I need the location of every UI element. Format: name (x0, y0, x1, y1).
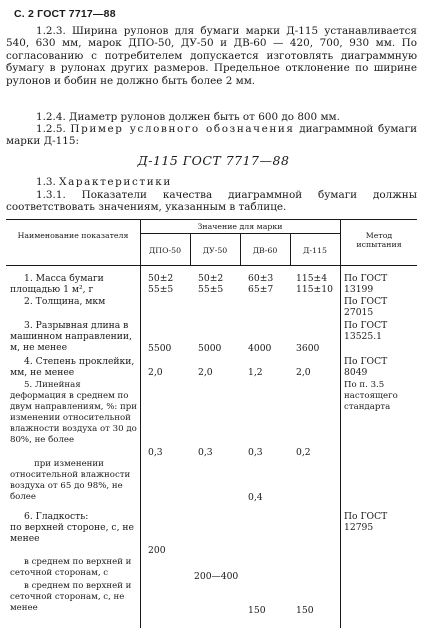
table-cell: 115±4 (296, 273, 328, 284)
paragraph-1-3-1: 1.3.1. Показатели качества диаграммной бумаги должны соответствовать значениям, указанным в таблице. (6, 189, 417, 214)
table-row-name: при изменении относительной влажности воздуха от 65 до 98%, не более (10, 459, 131, 502)
table-cell: 60±3 (248, 273, 274, 284)
table-method: По ГОСТ 12795 (344, 511, 388, 533)
quality-table (6, 219, 417, 628)
col-header-grade: ДВ-60 (252, 246, 278, 255)
table-row-name: 3. Разрывная длина в машинном направлении, м, не менее (10, 320, 132, 353)
col-header-group: Значение для марки (197, 222, 283, 231)
col-header-name: Наименование показателя (17, 231, 129, 240)
table-cell: 50±2 (148, 273, 174, 284)
table-cell: 0,3 (148, 447, 163, 458)
designation-example: Д-115 ГОСТ 7717—88 (137, 153, 290, 168)
table-row-name: 2. Толщина, мкм (24, 296, 106, 307)
paragraph-label: 1.2.3. (36, 25, 66, 37)
table-cell: 55±5 (198, 284, 224, 295)
table-cell: 2,0 (296, 367, 311, 378)
table-row-name: в среднем по верхней и сеточной сторонам, с (10, 557, 132, 578)
table-method: По п. 3.5 настоящего стандарта (344, 380, 398, 412)
col-header-grade: ДПО-50 (148, 246, 182, 255)
table-row-name: по верхней стороне, с, не менее (10, 522, 134, 544)
table-method: По ГОСТ 27015 (344, 296, 388, 318)
table-cell: 4000 (248, 343, 272, 354)
table-cell: 2,0 (148, 367, 163, 378)
table-cell: 200—400 (194, 571, 239, 582)
page-header: С. 2 ГОСТ 7717—88 (14, 8, 116, 20)
col-header-method: Метод испытания (356, 231, 402, 250)
table-cell: 0,2 (296, 447, 311, 458)
table-row-name: 6. Гладкость: (24, 511, 89, 522)
table-method: По ГОСТ 8049 (344, 356, 388, 378)
col-header-grade: Д-115 (303, 246, 327, 255)
table-cell: 150 (248, 605, 266, 616)
table-cell: 65±7 (248, 284, 274, 295)
table-row-name: 1. Масса бумаги площадью 1 м², г (10, 273, 104, 295)
table-cell: 0,3 (248, 447, 263, 458)
table-cell: 200 (148, 545, 166, 556)
table-cell: 115±10 (296, 284, 333, 295)
paragraph-label: 1.2.5. (36, 123, 66, 135)
paragraph-text: Ширина рулонов для бумаги марки Д-115 устанавливается 540, 630 мм, марок ДПО-50, ДУ-50 и ДВ-60 — 420, 700, 930 мм. По согласованию с потребителем допускается изготовлять диаграммную бумагу в рулонах других размеров. Предельное отклонение по ширине рулонов и бобин не должно быть более 2 мм. (6, 25, 417, 87)
table-cell: 50±2 (198, 273, 224, 284)
table-cell: 0,3 (198, 447, 213, 458)
section-1-3-heading (6, 176, 417, 188)
table-row-name: в среднем по верхней и сеточной сторонам, с, не менее (10, 581, 132, 613)
table-cell: 55±5 (148, 284, 174, 295)
paragraph-1-2-5 (6, 123, 417, 148)
table-row-name: 5. Линейная деформация в среднем по двум направлениям, %: при изменении относительной влажности воздуха от 30 до 80%, не более (10, 380, 137, 445)
paragraph-1-2-4: 1.2.4. Диаметр рулонов должен быть от 600 до 800 мм. (36, 111, 340, 123)
table-cell: 5000 (198, 343, 222, 354)
section-number: 1.3. (36, 176, 56, 188)
table-row-name: 4. Степень проклейки, мм, не менее (10, 356, 135, 378)
table-cell: 5500 (148, 343, 172, 354)
table-cell: 0,4 (248, 492, 263, 503)
paragraph-text: диаграммной бумаги марки Д-115: (6, 123, 417, 148)
table-method: По ГОСТ 13199 (344, 273, 388, 295)
table-cell: 2,0 (198, 367, 213, 378)
table-cell: 1,2 (248, 367, 263, 378)
table-method: По ГОСТ 13525.1 (344, 320, 388, 342)
table-cell: 150 (296, 605, 314, 616)
table-cell: 3600 (296, 343, 320, 354)
section-title: Характеристики (59, 176, 172, 188)
paragraph-spaced-heading: Пример условного обозначения (70, 123, 295, 135)
paragraph-1-2-3 (6, 25, 417, 87)
col-header-grade: ДУ-50 (202, 246, 228, 255)
